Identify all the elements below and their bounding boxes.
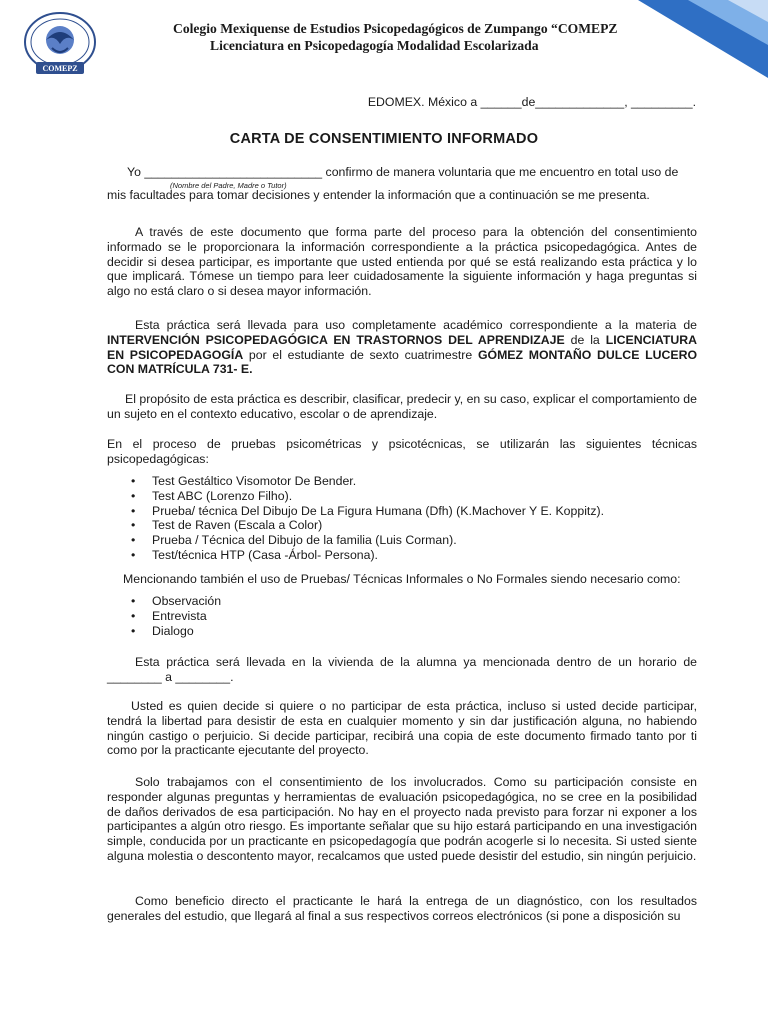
logo-text: COMEPZ <box>42 64 78 73</box>
paragraph-9-text: Como beneficio directo el practicante le hará la entrega de un diagnóstico, con los resultados generales del estudio, que llegará al final a sus respectivos correos electrónicos (si pone a disposición su <box>107 894 697 923</box>
p2-text-3: por el estudiante de sexto cuatrimestre <box>243 347 478 362</box>
paragraph-3-text: El propósito de esta práctica es describir, clasificar, predecir y, en su caso, explicar el comportamiento de un sujeto en el contexto educativo, escolar o de aprendizaje. <box>107 392 697 421</box>
list-item: • Test Gestáltico Visomotor De Bender. <box>107 474 697 489</box>
p2-text-2: de la <box>564 332 606 347</box>
list-item: • Test de Raven (Escala a Color) <box>107 518 697 533</box>
institution-name: Colegio Mexiquense de Estudios Psicopedagógicos de Zumpango “COMEPZ <box>173 21 618 36</box>
paragraph-3 <box>107 392 697 422</box>
program-name: Licenciatura en Psicopedagogía Modalidad Escolarizada <box>210 38 539 53</box>
list-item: • Test/técnica HTP (Casa -Árbol- Persona). <box>107 548 697 563</box>
paragraph-8 <box>107 775 697 864</box>
tests-list <box>107 474 697 563</box>
intro-line-1: Yo __________________________ confirmo de manera voluntaria que me encuentro en total uso de <box>127 165 679 179</box>
p2-degree: LICENCIATURA EN PSICOPEDAGOGÍA <box>107 332 697 362</box>
paragraph-6-text: Esta práctica será llevada en la vivienda de la alumna ya mencionada dentro de un horario de ________ a ________. <box>107 655 697 684</box>
list-item: • Entrevista <box>107 609 697 624</box>
institution-header <box>173 20 633 54</box>
list-item: • Prueba / Técnica del Dibujo de la familia (Luis Corman). <box>107 533 697 548</box>
paragraph-4 <box>107 437 697 467</box>
list-item: • Prueba/ técnica Del Dibujo De La Figura Humana (Dfh) (K.Machover Y E. Koppitz). <box>107 504 697 519</box>
paragraph-6 <box>107 655 697 685</box>
paragraph-2 <box>107 318 697 377</box>
comepz-logo <box>22 10 98 78</box>
paragraph-2-text <box>107 318 697 377</box>
paragraph-5-text: Mencionando también el uso de Pruebas/ Técnicas Informales o No Formales siendo necesario como: <box>123 572 681 586</box>
corner-decoration <box>618 0 768 80</box>
p2-student: GÓMEZ MONTAÑO DULCE LUCERO CON MATRÍCULA 731- E. <box>107 347 698 377</box>
paragraph-1 <box>107 225 697 299</box>
intro-line-2: mis facultades para tomar decisiones y entender la información que a continuación se me presenta. <box>107 187 650 202</box>
p2-text-1: Esta práctica será llevada para uso completamente académico correspondiente a la materia de <box>135 318 697 332</box>
informal-list <box>107 594 697 638</box>
list-item: • Test ABC (Lorenzo Filho). <box>107 489 697 504</box>
paragraph-7-text: Usted es quien decide si quiere o no participar de esta práctica, incluso si usted decide participar, tendrá la libertad para desistir de esta en cualquier momento y sin dar justificación alguna, no habiendo ningún castigo o perjuicio. Si decide participar, recibirá una copia de este documento firmado tanto por ti como por la practicante ejecutante del proyecto. <box>107 699 697 758</box>
paragraph-1-text: A través de este documento que forma parte del proceso para la obtención del consentimiento informado se le proporcionara la información correspondiente a la práctica psicopedagógica. Antes de decidir si desea participar, es importante que usted entienda por qué se está realizando esta práctica y lo que implicará. Tómese un tiempo para leer cuidadosamente la siguiente información y haga preguntas si algo no está claro o si desea mayor información. <box>107 225 697 299</box>
paragraph-7 <box>107 699 697 758</box>
paragraph-4-text: En el proceso de pruebas psicométricas y psicotécnicas, se utilizarán las siguientes técnicas psicopedagógicas: <box>107 437 697 466</box>
paragraph-8-text: Solo trabajamos con el consentimiento de los involucrados. Como su participación consiste en responder algunas preguntas y herramientas de evaluación psicopedagógica, no se cree en la posibilidad de daños derivados de esa participación. No hay en el proyecto nada previsto para forzar ni exponer a los participantes a algún otro riesgo. Es importante señalar que su hijo estará participando en una investigación simple, conducida por un practicante en psicopedagogía que podrán acogerle si lo necesita. Si usted siente alguna molestia o descontento mayor, recalcamos que usted puede desistir del estudio, sin ningún perjuicio. <box>107 775 697 863</box>
paragraph-5 <box>107 572 697 587</box>
paragraph-9 <box>107 894 697 924</box>
document-title: CARTA DE CONSENTIMIENTO INFORMADO <box>229 131 539 147</box>
name-field-note: (Nombre del Padre, Madre o Tutor) <box>170 181 287 190</box>
list-item: • Dialogo <box>107 624 697 639</box>
list-item: • Observación <box>107 594 697 609</box>
p2-subject: INTERVENCIÓN PSICOPEDAGÓGICA EN TRASTORNOS DEL APRENDIZAJE <box>107 332 565 347</box>
date-line: EDOMEX. México a ______de_____________, _________. <box>367 95 696 109</box>
